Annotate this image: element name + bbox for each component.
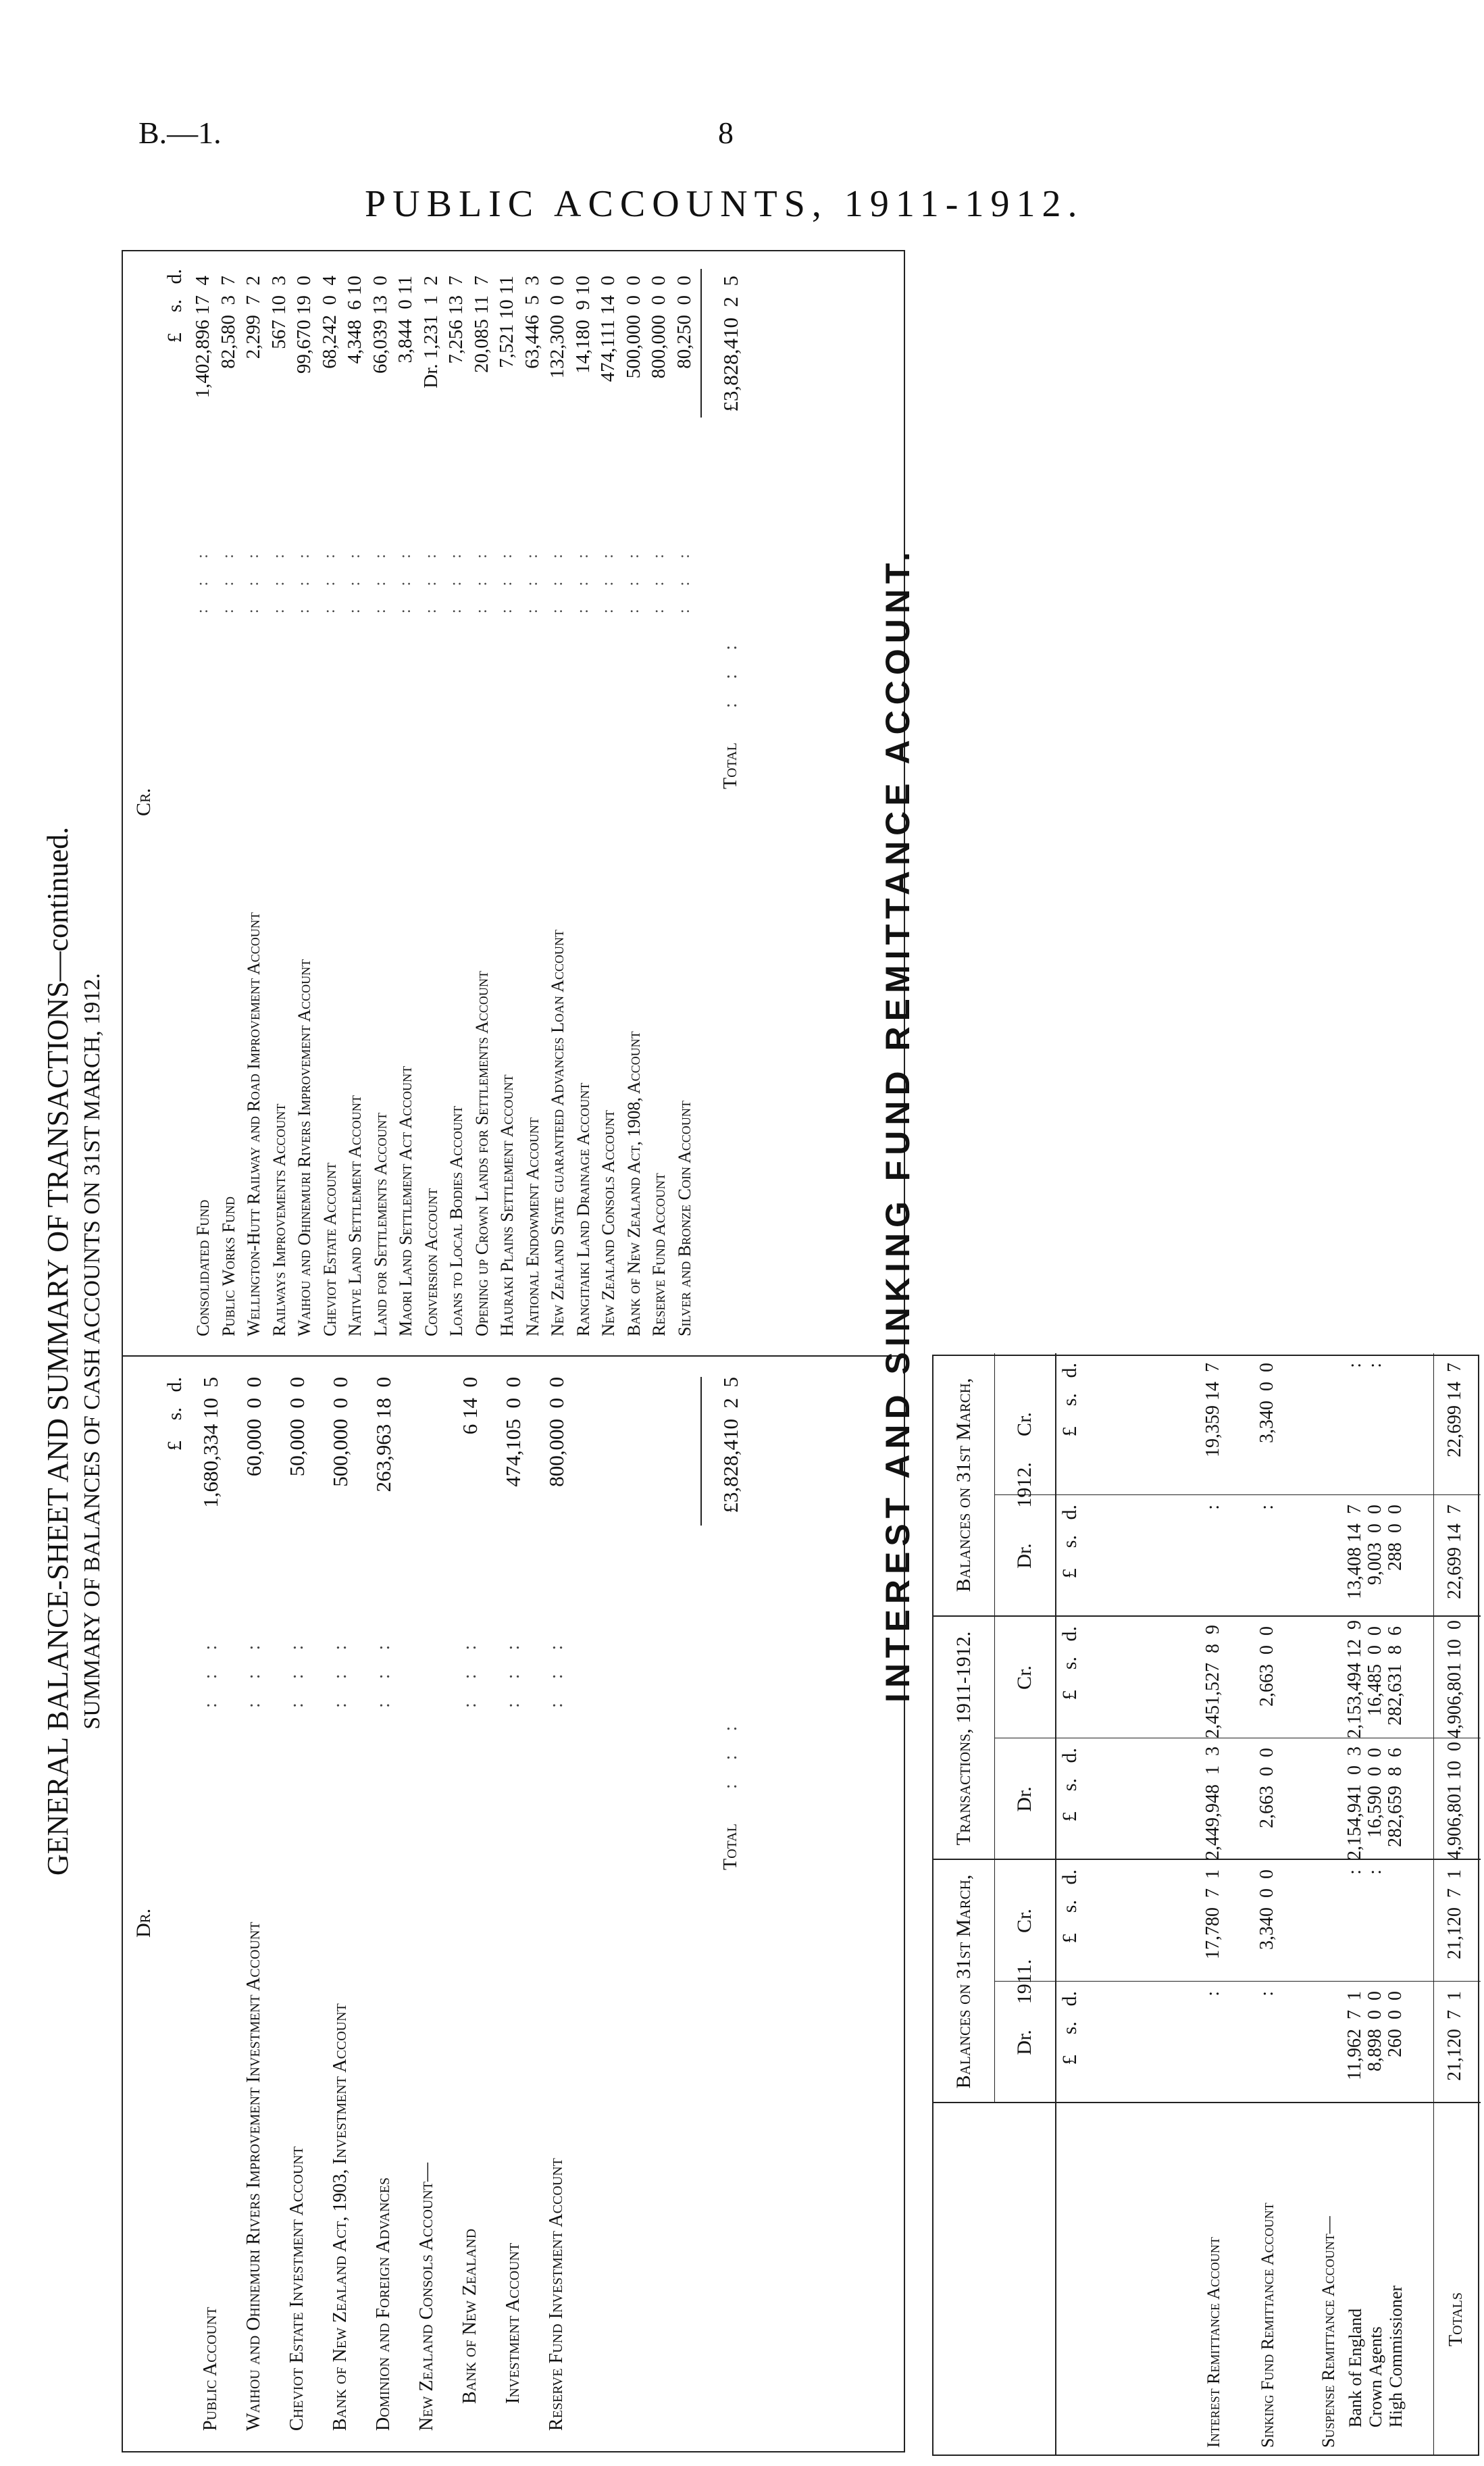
cr-row: Public Works Fund : : : 82,580 3 7 [216,262,241,1343]
cr-units: £ s. d. [163,269,186,343]
cr-row-label: Waihou and Ohinemuri Rivers Improvement Account [295,959,314,1336]
cr-row-amount: 68,242 0 4 [318,276,340,369]
remittance-units: £ s. d. [1058,1626,1081,1701]
remittance-sub-heading: Dr. [1013,2030,1035,2055]
cr-row-amount: 800,000 0 0 [648,276,669,379]
cr-row-amount: 567 10 3 [267,276,290,349]
remittance-cell: 17,780 7 1 [1202,1869,1223,1959]
remittance-total-cell: 21,120 7 1 [1444,1869,1465,1959]
dr-row-amount: 6 14 0 [458,1377,482,1435]
remittance-row-label: Suspense Remittance Account— [1319,2216,1338,2448]
remittance-cell: : [1364,1363,1385,1368]
remittance-total-cell: 4,906,801 10 0 [1444,1620,1465,1738]
dr-row-label: Waihou and Ohinemuri Rivers Improvement Investment Account [243,1921,264,2431]
cr-row: Cheviot Estate Account : : : 68,242 0 4 [317,262,342,1343]
cr-row: Loans to Local Bodies Account : : : 7,256 13 7 [444,262,469,1343]
remittance-total-cell: 4,906,801 10 0 [1444,1742,1465,1860]
remittance-cell: 3,340 0 0 [1256,1869,1277,1950]
document-code: B.—1. [138,116,222,150]
cr-row-amount: 99,670 19 0 [293,276,315,374]
remittance-cell: 2,449,948 1 3 [1202,1746,1223,1860]
remittance-cell: : [1344,1869,1365,1875]
cr-total-row: Total : : : £3,828,410 2 5 [711,262,751,1343]
dr-total-amount: £3,828,410 2 5 [719,1377,742,1513]
dr-row-amount: 50,000 0 0 [285,1377,309,1477]
cr-row-amount: 14,180 9 10 [571,276,594,374]
cr-row-amount: 80,250 0 0 [673,276,695,369]
remittance-units: £ s. d. [1058,1748,1081,1822]
balance-sheet-subtitle: SUMMARY OF BALANCES OF CASH ACCOUNTS ON 31ST MARCH, 1912. [80,973,105,1730]
cr-row-amount: 66,039 13 0 [369,276,391,374]
remittance-group-heading: Balances on 31st March, 1912. [952,1378,1035,1592]
remittance-cell: 2,154,941 0 3 [1344,1746,1365,1860]
dr-row [407,1370,447,2438]
remittance-panel [932,1355,1479,2456]
remittance-cell: 13,408 14 7 [1344,1505,1365,1599]
dr-row-label: Reserve Fund Investment Account [546,2158,567,2431]
cr-row-label: New Zealand Consols Account [598,1110,618,1336]
remittance-row-label: Interest Remittance Account [1204,2237,1223,2448]
remittance-cell: 16,590 0 0 [1364,1748,1385,1838]
remittance-group-heading: Transactions, 1911-1912. [952,1631,975,1846]
cr-row-label: Land for Settlements Account [370,1112,390,1336]
cr-row-label: Consolidated Fund [193,1199,213,1336]
remittance-row-label: High Commissioner [1386,2285,1406,2427]
dr-row: Bank of New Zealand Act, 1903, Investment Account : : : 500,000 0 0 [320,1370,361,2438]
cr-row-label: Silver and Bronze Coin Account [674,1101,694,1336]
remittance-cell: 16,485 0 0 [1364,1626,1385,1716]
remittance-cell: 19,359 14 7 [1202,1363,1223,1457]
cr-row-label: Maori Land Settlement Act Account [396,1065,415,1336]
remittance-title: INTEREST AND SINKING FUND REMITTANCE ACCOUNT. [879,547,917,1703]
cr-row-amount: 3,844 0 11 [394,276,416,363]
remittance-totals-label: Totals [1445,2292,1466,2346]
dr-total-label: Total [720,1823,741,1870]
remittance-units: £ s. d. [1058,1363,1081,1437]
cr-total-rule [700,269,702,418]
cr-row-amount: 1,402,896 17 4 [192,276,213,399]
cr-row-label: Railways Improvements Account [269,1103,289,1336]
remittance-cell: : [1256,1505,1277,1510]
remittance-cell: 11,962 7 1 [1344,1991,1365,2080]
cr-row-label: Loans to Local Bodies Account [446,1105,466,1336]
remittance-cell: 282,631 8 6 [1385,1626,1406,1726]
remittance-cell: : [1202,1991,1223,1996]
dr-row-label: Cheviot Estate Investment Account [286,2146,307,2431]
cr-row-amount: 4,348 6 10 [344,276,365,364]
remittance-table [932,1355,1479,2456]
remittance-cell: 3,340 0 0 [1256,1363,1277,1443]
dr-row-amount: 500,000 0 0 [328,1377,352,1487]
cr-row-amount: 20,085 11 7 [470,276,492,373]
cr-heading: Cr. [132,788,155,816]
remittance-cell: 2,663 0 0 [1256,1748,1277,1828]
cr-row: New Zealand State guaranteed Advances Loan Account : : : 132,300 0 0 [545,262,570,1343]
dr-row-label: Bank of New Zealand [459,2228,480,2404]
dr-row-amount: 263,963 18 0 [372,1377,395,1492]
cr-row: Reserve Fund Account : : : 800,000 0 0 [646,262,671,1343]
cr-row: Bank of New Zealand Act, 1908, Account : : : 500,000 0 0 [621,262,646,1343]
cr-row-label: Cheviot Estate Account [319,1162,340,1336]
dr-row-label: Public Account [200,2307,221,2431]
remittance-cell: 2,663 0 0 [1256,1626,1277,1707]
cr-row: National Endowment Account : : : 63,446 5 3 [520,262,545,1343]
remittance-total-cell: 22,699 14 7 [1444,1363,1465,1457]
cr-row: Consolidated Fund : : : 1,402,896 17 4 [190,262,215,1343]
cr-row-amount: 500,000 0 0 [622,276,644,379]
dr-row: Cheviot Estate Investment Account : : : 50,000 0 0 [277,1370,317,2438]
cr-row-amount: 7,521 10 11 [496,276,517,368]
dr-row-amount: 474,105 0 0 [501,1377,525,1487]
dr-row-label: Dominion and Foreign Advances [373,2177,394,2431]
balance-sheet-panel [41,250,939,2452]
dr-units: £ s. d. [163,1377,186,1451]
cr-row: Rangitaiki Land Drainage Account : : : 14,180 9 10 [571,262,596,1343]
grid-line [1055,1353,1056,2455]
remittance-cell: 2,153,494 12 9 [1344,1620,1365,1738]
dr-heading: Dr. [132,1908,155,1938]
remittance-cell: : [1344,1363,1365,1368]
cr-row-label: Hauraki Plains Settlement Account [497,1074,517,1336]
dr-total-row: Total : : : £3,828,410 2 5 [711,1370,751,2438]
remittance-total-cell: 22,699 14 7 [1444,1505,1465,1599]
remittance-cell: : [1364,1869,1385,1875]
dr-total-rule [700,1377,702,1526]
cr-row-label: National Endowment Account [522,1117,542,1336]
dr-row-label: New Zealand Consols Account— [416,2163,437,2431]
dr-row-label: Bank of New Zealand Act, 1903, Investment Account [330,2003,351,2431]
cr-row: Wellington-Hutt Railway and Road Improvement Account : : : 2,299 7 2 [241,262,266,1343]
remittance-cell: 9,003 0 0 [1364,1505,1385,1585]
cr-row: Maori Land Settlement Act Account : : : 3,844 0 11 [393,262,418,1343]
cr-row: Native Land Settlement Account : : : 4,348 6 10 [342,262,367,1343]
dr-row: Waihou and Ohinemuri Rivers Improvement Investment Account : : : 60,000 0 0 [234,1370,274,2438]
cr-row-label: Conversion Account [421,1188,441,1336]
cr-row-label: Opening up Crown Lands for Settlements Account [471,971,492,1336]
page-number: 8 [718,116,734,150]
grid-line [1433,1353,1434,2455]
remittance-cell: 260 0 0 [1385,1991,1406,2057]
remittance-units: £ s. d. [1058,1991,1081,2065]
cr-row-amount: 63,446 5 3 [521,276,543,369]
remittance-units: £ s. d. [1058,1505,1081,1579]
cr-row: Conversion Account : : : Dr. 1,231 1 2 [419,262,444,1343]
remittance-sub-heading: Dr. [1013,1543,1035,1569]
remittance-cell: 282,659 8 6 [1385,1748,1406,1847]
remittance-cell: 2,451,527 8 9 [1202,1625,1223,1738]
cr-row: Silver and Bronze Coin Account : : : 80,250 0 0 [672,262,697,1343]
remittance-row-label: Crown Agents [1366,2326,1385,2427]
page-title: PUBLIC ACCOUNTS, 1911-1912. [365,183,1084,225]
cr-row-amount: 82,580 3 7 [217,276,239,369]
dr-row: Investment Account : : : 474,105 0 0 [493,1370,534,2438]
dr-row-label: Investment Account [503,2242,523,2404]
remittance-sub-heading: Cr. [1013,1909,1035,1933]
cr-row-label: Public Works Fund [218,1196,238,1336]
remittance-row-label: Sinking Fund Remittance Account [1258,2203,1277,2448]
dr-row-amount: 1,680,334 10 5 [199,1377,222,1508]
remittance-cell: : [1256,1991,1277,1996]
remittance-total-cell: 21,120 7 1 [1444,1991,1465,2081]
cr-row-label: New Zealand State guaranteed Advances Loan Account [548,930,567,1336]
remittance-cell: 288 0 0 [1385,1505,1406,1571]
cr-row: Land for Settlements Account : : : 66,039 13 0 [368,262,393,1343]
cr-row-amount: 2,299 7 2 [242,276,264,359]
remittance-cell: : [1202,1505,1223,1510]
balance-sheet-title: GENERAL BALANCE-SHEET AND SUMMARY OF TRANSACTIONS—continued. [41,826,74,1876]
remittance-sub-heading: Cr. [1013,1412,1035,1436]
cr-row-label: Bank of New Zealand Act, 1908, Account [623,1031,644,1336]
remittance-sub-heading: Cr. [1013,1665,1035,1690]
dr-row: Dominion and Foreign Advances : : : 263,963 18 0 [363,1370,404,2438]
cr-total-label: Total [720,743,741,789]
remittance-cell: 8,898 0 0 [1364,1991,1385,2071]
remittance-units: £ s. d. [1058,1869,1081,1944]
dr-row: Reserve Fund Investment Account : : : 800,000 0 0 [536,1370,577,2438]
dr-row-amount: 800,000 0 0 [544,1377,568,1487]
cr-row: Railways Improvements Account : : : 567 10 3 [267,262,292,1343]
dr-row-amount: 60,000 0 0 [242,1377,265,1477]
column-divider [123,1355,904,1357]
cr-row-amount: 474,111 14 0 [597,276,619,382]
cr-row-label: Native Land Settlement Account [345,1095,365,1336]
cr-row-label: Wellington-Hutt Railway and Road Improvement Account [244,912,263,1336]
cr-row: Hauraki Plains Settlement Account : : : 7,521 10 11 [494,262,519,1343]
dr-row: Bank of New Zealand : : : 6 14 0 [450,1370,490,2438]
cr-row-amount: 132,300 0 0 [546,276,568,379]
cr-total-amount: £3,828,410 2 5 [719,276,742,412]
cr-row-amount: Dr. 1,231 1 2 [419,276,442,388]
remittance-sub-heading: Dr. [1013,1786,1035,1812]
remittance-group-heading: Balances on 31st March, 1911. [952,1874,1035,2089]
cr-row: Opening up Crown Lands for Settlements Account : : : 20,085 11 7 [469,262,494,1343]
cr-row: New Zealand Consols Account : : : 474,111 14 0 [596,262,621,1343]
cr-row: Waihou and Ohinemuri Rivers Improvement Account : : : 99,670 19 0 [292,262,317,1343]
remittance-row-label: Bank of England [1346,2308,1365,2427]
cr-row-label: Reserve Fund Account [649,1173,669,1336]
cr-row-label: Rangitaiki Land Drainage Account [573,1082,593,1336]
dr-row: Public Account : : : 1,680,334 10 5 [190,1370,231,2438]
cr-row-amount: 7,256 13 7 [445,276,467,364]
balance-sheet-table [122,250,905,2452]
